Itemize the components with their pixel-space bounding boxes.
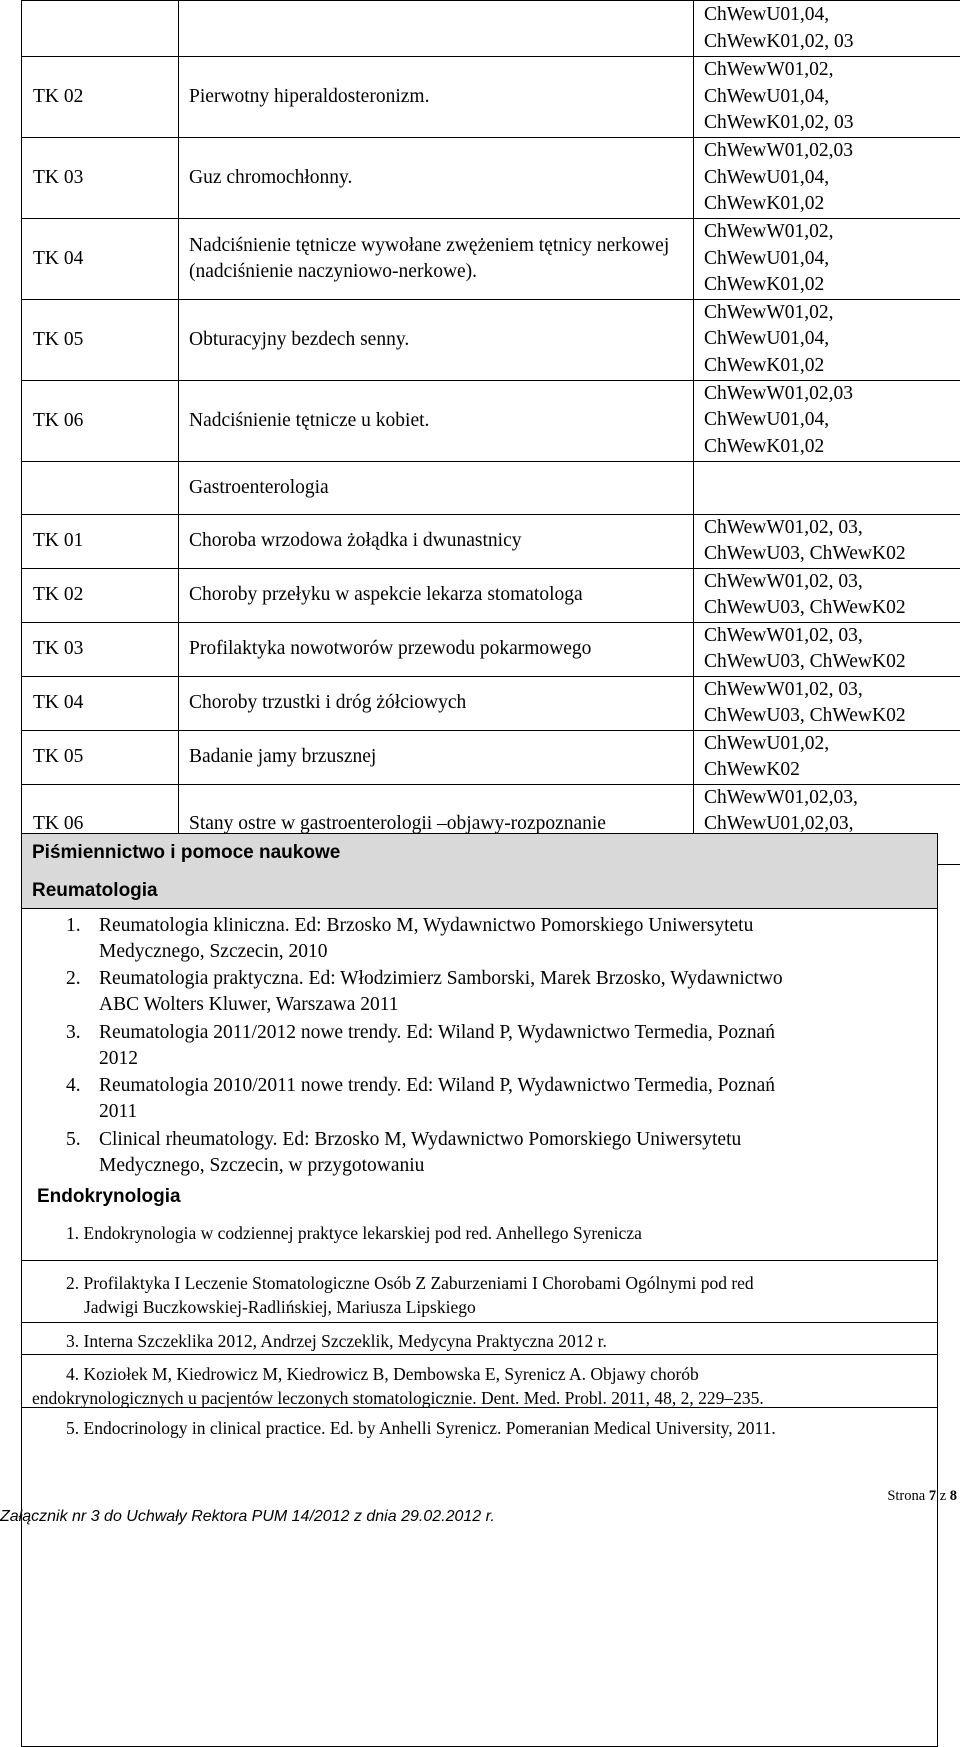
topic-title: Profilaktyka nowotworów przewodu pokarmowego bbox=[179, 622, 694, 676]
learning-effect-line: ChWewK01,02 bbox=[704, 353, 960, 380]
learning-effect-line: ChWewU01,02,03, bbox=[704, 811, 960, 838]
reference-line: 1. Endokrynologia w codziennej praktyce lekarskiej pod red. Anhellego Syrenicza bbox=[66, 1221, 642, 1245]
learning-effect-line: ChWewW01,02, bbox=[704, 219, 960, 246]
reumatologia-reference bbox=[22, 1127, 937, 1179]
reference-number: 4. bbox=[66, 1073, 81, 1099]
topic-title: Stany ostre w gastroenterologii –objawy-rozpoznanie bbox=[179, 784, 694, 865]
empty-cell bbox=[694, 461, 960, 514]
topic-code: TK 04 bbox=[22, 219, 179, 300]
footer-annex-note: Załącznik nr 3 do Uchwały Rektora PUM 14/2012 z dnia 29.02.2012 r. bbox=[0, 1508, 495, 1526]
literature-box bbox=[21, 833, 938, 1747]
gastro-topic-row bbox=[22, 568, 960, 622]
reference-number: 5. bbox=[66, 1127, 81, 1153]
reference-line: 4. Koziołek M, Kiedrowicz M, Kiedrowicz B, Dembowska E, Syrenicz A. Objawy chorób bbox=[66, 1362, 764, 1386]
endokrynologia-reference bbox=[66, 1416, 776, 1440]
reference-line: 5. Endocrinology in clinical practice. Ed. by Anhelli Syrenicz. Pomeranian Medical University, 2011. bbox=[66, 1416, 776, 1440]
cardiology-topic-row bbox=[22, 219, 960, 300]
learning-effect-line: ChWewK01,02, 03 bbox=[704, 110, 960, 137]
learning-effect-line: ChWewU01,04, bbox=[704, 326, 960, 353]
topic-title: Badanie jamy brzusznej bbox=[179, 730, 694, 784]
topic-title: Nadciśnienie tętnicze wywołane zwężeniem tętnicy nerkowej (nadciśnienie naczyniowo-nerkowe). bbox=[179, 219, 694, 300]
reference-text bbox=[99, 966, 899, 1018]
reference-text bbox=[99, 1127, 899, 1179]
topic-code: TK 03 bbox=[22, 138, 179, 219]
learning-effect-line: ChWewW01,02,03, bbox=[704, 785, 960, 812]
learning-effects bbox=[694, 57, 960, 138]
learning-effects bbox=[694, 380, 960, 461]
topic-title: Choroby przełyku w aspekcie lekarza stomatologa bbox=[179, 568, 694, 622]
learning-effects bbox=[694, 1, 960, 57]
reference-line: 2011 bbox=[99, 1099, 899, 1125]
gastro-section-title: Gastroenterologia bbox=[179, 461, 694, 514]
learning-effect-line: ChWewW01,02, 03, bbox=[704, 569, 960, 596]
endokrynologia-reference bbox=[66, 1221, 642, 1245]
reference-line: Reumatologia 2011/2012 nowe trendy. Ed: Wiland P, Wydawnictwo Termedia, Poznań bbox=[99, 1020, 899, 1046]
reumatologia-heading: Reumatologia bbox=[32, 880, 158, 902]
reference-divider bbox=[22, 1260, 937, 1261]
learning-effect-line: ChWewU01,02, bbox=[704, 731, 960, 758]
topic-title: Nadciśnienie tętnicze u kobiet. bbox=[179, 380, 694, 461]
cardiology-topic-row bbox=[22, 1, 960, 57]
learning-effect-line: ChWewU01,04, bbox=[704, 2, 960, 29]
topic-title: Choroba wrzodowa żołądka i dwunastnicy bbox=[179, 514, 694, 568]
cardiology-topic-row bbox=[22, 299, 960, 380]
learning-effect-line: ChWewU01,04, bbox=[704, 246, 960, 273]
learning-effects bbox=[694, 730, 960, 784]
learning-effects bbox=[694, 676, 960, 730]
empty-cell bbox=[22, 461, 179, 514]
reference-line: Medycznego, Szczecin, w przygotowaniu bbox=[99, 1153, 899, 1179]
literature-header bbox=[22, 834, 937, 909]
gastro-topic-row bbox=[22, 676, 960, 730]
reference-line: endokrynologicznych u pacjentów leczonych stomatologicznie. Dent. Med. Probl. 2011, 48, 2, 229–235. bbox=[32, 1386, 764, 1410]
learning-effect-line: ChWewW01,02, 03, bbox=[704, 515, 960, 542]
endokrynologia-reference bbox=[66, 1271, 754, 1319]
learning-effect-line: ChWewU01,04, bbox=[704, 84, 960, 111]
topic-title bbox=[179, 1, 694, 57]
reumatologia-reference bbox=[22, 1073, 937, 1125]
learning-effect-line: ChWewU03, ChWewK02 bbox=[704, 595, 960, 622]
learning-effects bbox=[694, 299, 960, 380]
reference-divider bbox=[22, 1354, 937, 1355]
reference-text bbox=[99, 1073, 899, 1125]
learning-effect-line: ChWewW01,02, 03, bbox=[704, 623, 960, 650]
reumatologia-reference bbox=[22, 913, 937, 965]
literature-heading: Piśmiennictwo i pomoce naukowe bbox=[32, 842, 340, 864]
learning-effect-line: ChWewK01,02, 03 bbox=[704, 29, 960, 56]
reumatologia-reference bbox=[22, 1020, 937, 1072]
topic-title: Pierwotny hiperaldosteronizm. bbox=[179, 57, 694, 138]
reference-text bbox=[99, 1020, 899, 1072]
topic-code: TK 02 bbox=[22, 568, 179, 622]
gastro-topic-row bbox=[22, 730, 960, 784]
cardiology-topic-row bbox=[22, 380, 960, 461]
reference-divider bbox=[22, 1407, 937, 1408]
topic-code: TK 01 bbox=[22, 514, 179, 568]
learning-effect-line: ChWewK01,02 bbox=[704, 272, 960, 299]
learning-effect-line: ChWewU01,04, bbox=[704, 407, 960, 434]
reference-text bbox=[99, 913, 899, 965]
learning-effect-line: ChWewK02 bbox=[704, 757, 960, 784]
reference-line: 2012 bbox=[99, 1046, 899, 1072]
learning-effect-line: ChWewW01,02,03 bbox=[704, 138, 960, 165]
reference-number: 3. bbox=[66, 1020, 81, 1046]
reference-line: ABC Wolters Kluwer, Warszawa 2011 bbox=[99, 992, 899, 1018]
topic-code: TK 06 bbox=[22, 380, 179, 461]
reference-number: 2. bbox=[66, 966, 81, 992]
learning-effect-line: ChWewW01,02,03 bbox=[704, 381, 960, 408]
cardiology-topic-row bbox=[22, 57, 960, 138]
topic-code: TK 05 bbox=[22, 730, 179, 784]
topic-title: Obturacyjny bezdech senny. bbox=[179, 299, 694, 380]
learning-effect-line: ChWewK01,02 bbox=[704, 434, 960, 461]
reference-line: Medycznego, Szczecin, 2010 bbox=[99, 939, 899, 965]
footer-page-number: Strona 7 z 8 bbox=[887, 1488, 957, 1505]
reference-line: 2. Profilaktyka I Leczenie Stomatologiczne Osób Z Zaburzeniami I Chorobami Ogólnymi pod red bbox=[66, 1271, 754, 1295]
reference-line: Clinical rheumatology. Ed: Brzosko M, Wydawnictwo Pomorskiego Uniwersytetu bbox=[99, 1127, 899, 1153]
reumatologia-reference bbox=[22, 966, 937, 1018]
reference-line: Reumatologia 2010/2011 nowe trendy. Ed: Wiland P, Wydawnictwo Termedia, Poznań bbox=[99, 1073, 899, 1099]
learning-effect-line: ChWewU03, ChWewK02 bbox=[704, 541, 960, 568]
learning-effects bbox=[694, 622, 960, 676]
learning-effect-line: ChWewU01,04, bbox=[704, 165, 960, 192]
learning-effects bbox=[694, 514, 960, 568]
learning-effects bbox=[694, 568, 960, 622]
topic-code: TK 03 bbox=[22, 622, 179, 676]
reference-line: Reumatologia praktyczna. Ed: Włodzimierz Samborski, Marek Brzosko, Wydawnictwo bbox=[99, 966, 899, 992]
learning-effect-line: ChWewW01,02, bbox=[704, 57, 960, 84]
gastro-topic-row bbox=[22, 622, 960, 676]
learning-effect-line: ChWewW01,02, 03, bbox=[704, 677, 960, 704]
topic-code: TK 06 bbox=[22, 784, 179, 865]
endokrynologia-reference bbox=[66, 1362, 764, 1410]
learning-effect-line: ChWewU03, ChWewK02 bbox=[704, 703, 960, 730]
learning-effect-line: ChWewW01,02, bbox=[704, 300, 960, 327]
topic-title: Choroby trzustki i dróg żółciowych bbox=[179, 676, 694, 730]
topic-code bbox=[22, 1, 179, 57]
topic-code: TK 02 bbox=[22, 57, 179, 138]
reference-line: 3. Interna Szczeklika 2012, Andrzej Szczeklik, Medycyna Praktyczna 2012 r. bbox=[66, 1329, 607, 1353]
reference-line: Reumatologia kliniczna. Ed: Brzosko M, Wydawnictwo Pomorskiego Uniwersytetu bbox=[99, 913, 899, 939]
topic-code: TK 04 bbox=[22, 676, 179, 730]
learning-effects bbox=[694, 138, 960, 219]
gastro-section-header-row bbox=[22, 461, 960, 514]
topic-code: TK 05 bbox=[22, 299, 179, 380]
reference-divider bbox=[22, 1322, 937, 1323]
reference-number: 1. bbox=[66, 913, 81, 939]
endokrynologia-heading: Endokrynologia bbox=[37, 1186, 181, 1208]
learning-effects bbox=[694, 219, 960, 300]
reference-line: Jadwigi Buczkowskiej-Radlińskiej, Mariusza Lipskiego bbox=[66, 1295, 754, 1319]
topic-title: Guz chromochłonny. bbox=[179, 138, 694, 219]
learning-effect-line: ChWewK01,02 bbox=[704, 191, 960, 218]
syllabus-content-table bbox=[21, 0, 960, 865]
endokrynologia-reference bbox=[66, 1329, 607, 1353]
learning-effect-line: ChWewU03, ChWewK02 bbox=[704, 649, 960, 676]
cardiology-topic-row bbox=[22, 138, 960, 219]
gastro-topic-row bbox=[22, 514, 960, 568]
